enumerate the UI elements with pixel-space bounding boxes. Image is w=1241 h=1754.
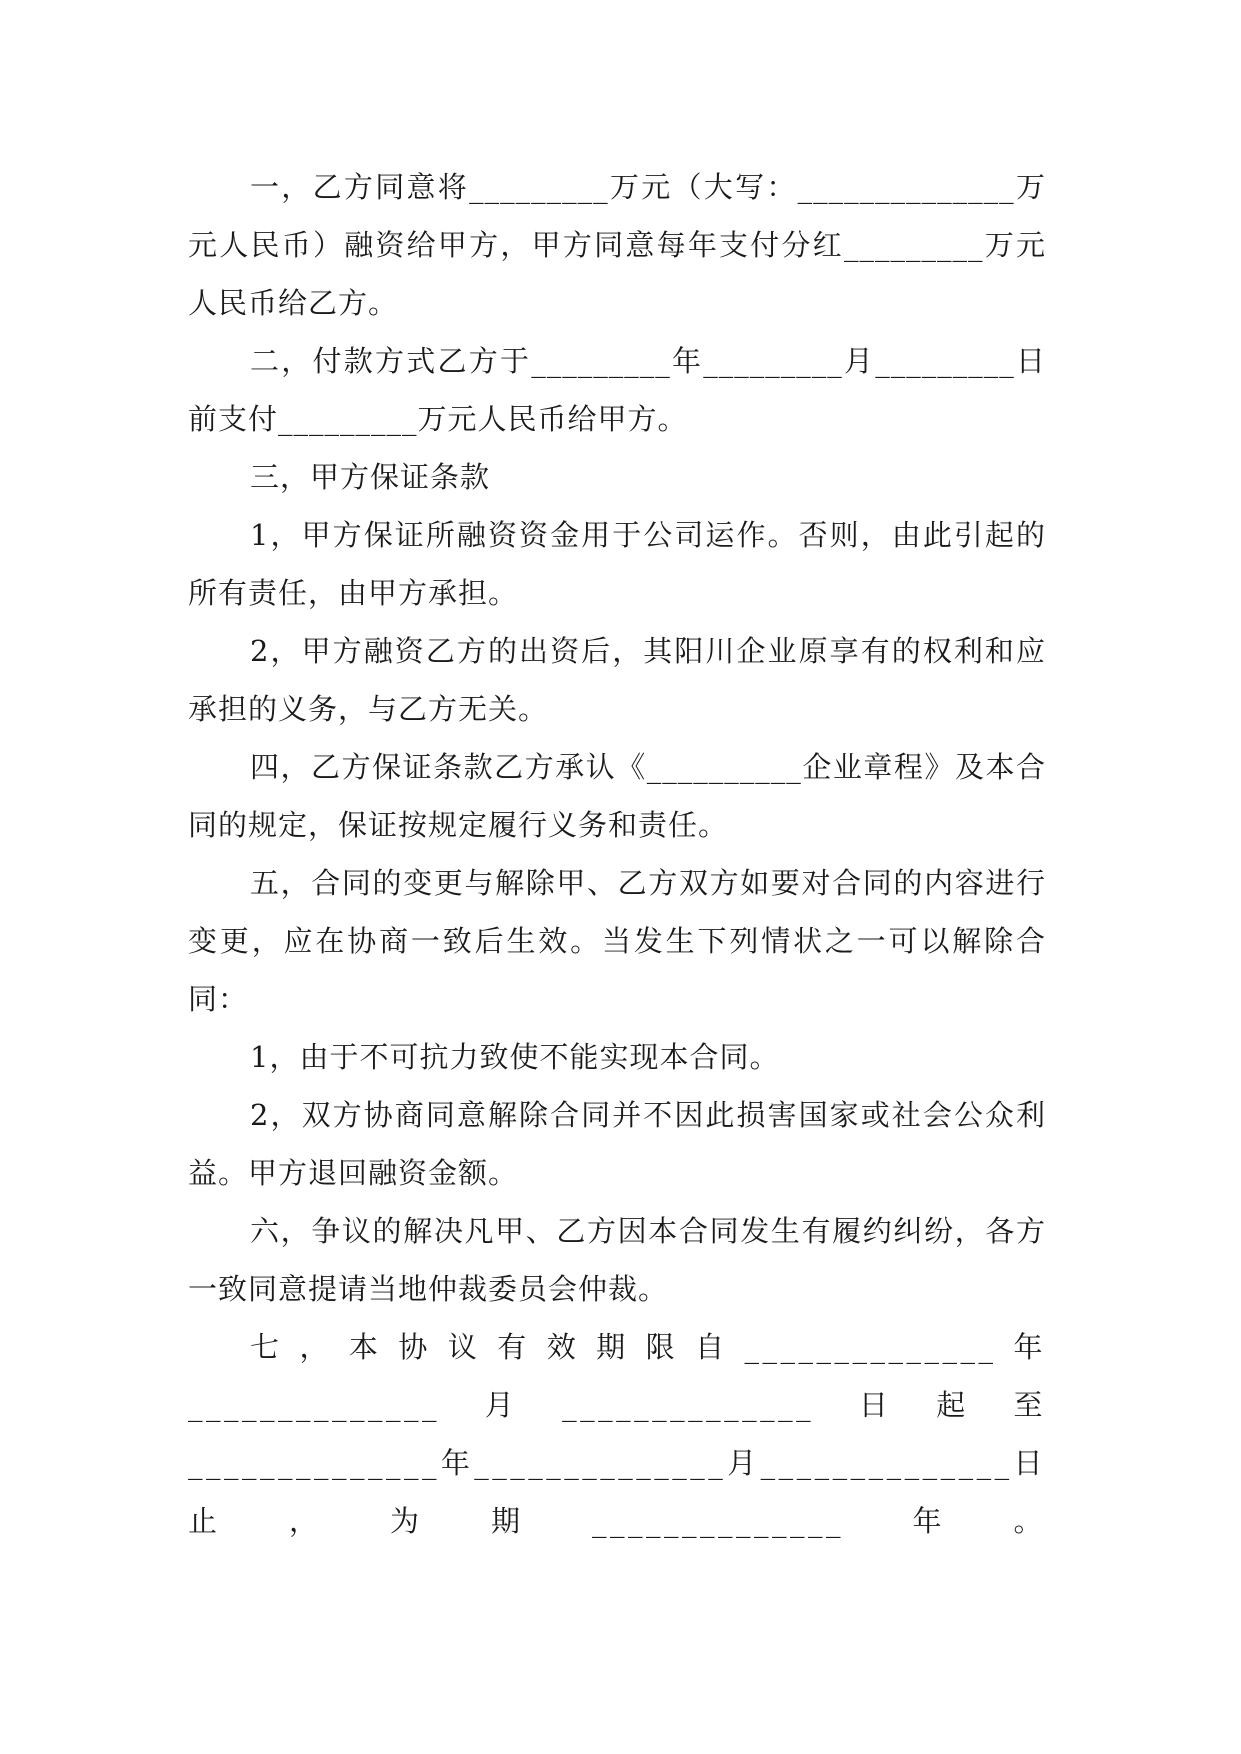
clause-3-heading: 三，甲方保证条款 — [250, 460, 491, 494]
clause-5-item-1: 1，由于不可抗力致使不能实现本合同。 — [250, 1040, 780, 1074]
clause-2-payment: 二，付款方式乙方于_________年_________月_________日前支付_________万元人民币给甲方。 — [188, 344, 1046, 436]
clause-4-guarantee: 四，乙方保证条款乙方承认《__________企业章程》及本合同的规定，保证按规定履行义务和责任。 — [188, 750, 1046, 842]
clause-1-financing: 一，乙方同意将_________万元（大写：______________万元人民币）融资给甲方，甲方同意每年支付分红_________万元人民币给乙方。 — [188, 170, 1046, 320]
clause-3-item-2: 2，甲方融资乙方的出资后，其阳川企业原享有的权利和应承担的义务，与乙方无关。 — [188, 634, 1046, 726]
clause-3-item-1: 1，甲方保证所融资资金用于公司运作。否则，由此引起的所有责任，由甲方承担。 — [188, 518, 1046, 610]
clause-6-disputes: 六，争议的解决凡甲、乙方因本合同发生有履约纠纷，各方一致同意提请当地仲裁委员会仲裁。 — [188, 1214, 1046, 1306]
clause-5-modification: 五，合同的变更与解除甲、乙方双方如要对合同的内容进行变更，应在协商一致后生效。当发生下列情状之一可以解除合同： — [188, 866, 1046, 1016]
clause-7-validity: 七，本协议有效期限自______________年______________月______________日起至______________年______________月______________日止，为期______________年。 — [188, 1330, 1046, 1538]
clause-5-item-2: 2，双方协商同意解除合同并不因此损害国家或社会公众利益。甲方退回融资金额。 — [188, 1098, 1046, 1190]
contract-body — [188, 158, 1046, 1550]
